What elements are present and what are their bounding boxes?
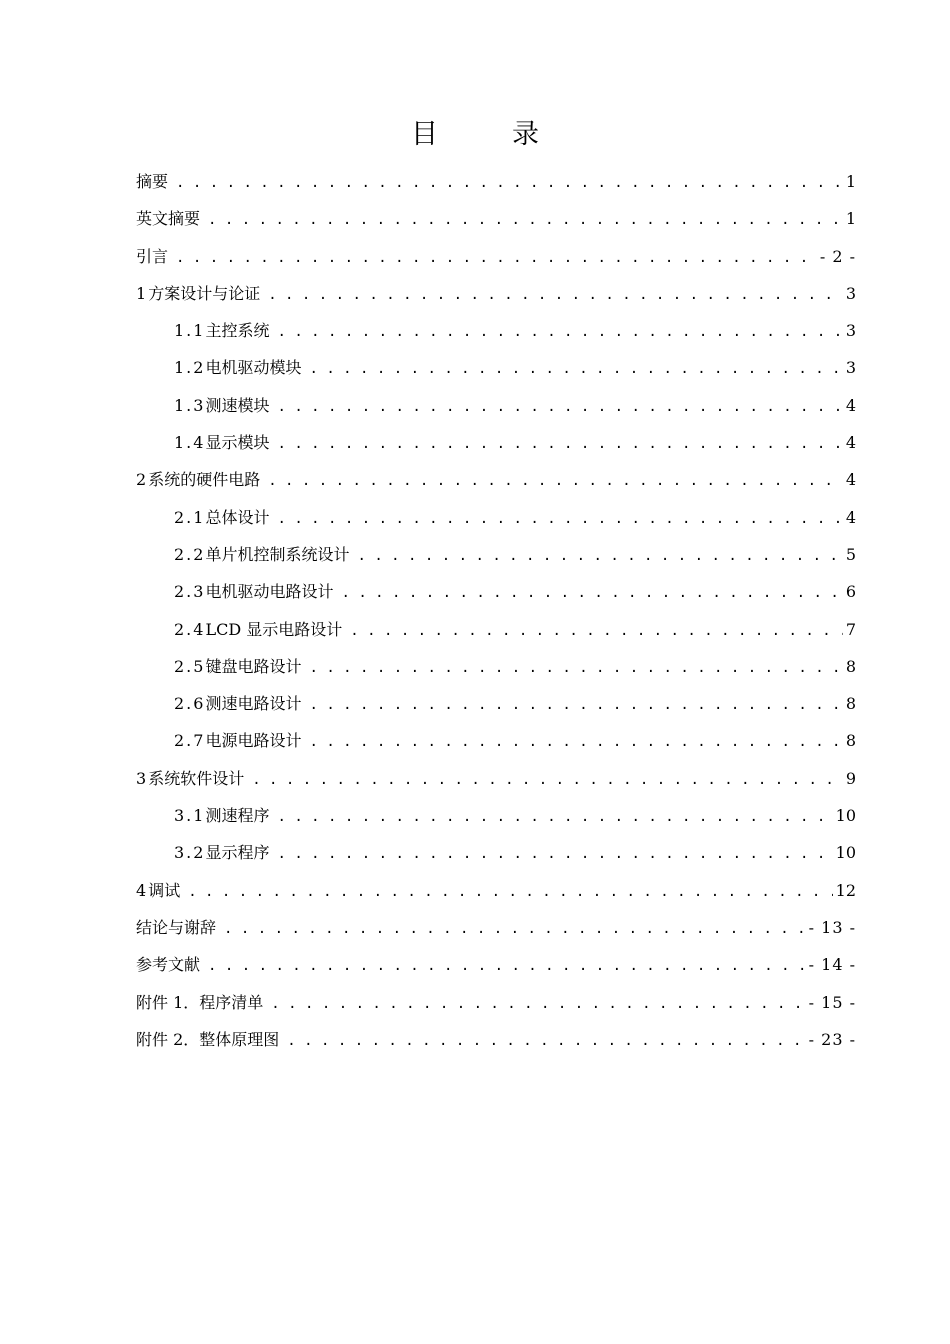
toc-entry-label: 电机驱动电路设计 [205,582,334,602]
toc-entry-label: 调试 [148,880,181,900]
toc-dot-leader [309,687,842,724]
toc-entry-page-number: 9 [845,768,856,788]
toc-entry-label: LCD 显示电路设计 [205,619,343,639]
toc-entry-number: 3 [136,768,149,788]
toc-entry-number: 4 [136,880,149,900]
toc-dot-leader [277,836,832,873]
toc-entry[interactable] [136,611,856,648]
toc-entry-number: 1 [136,283,149,303]
toc-dot-leader [277,799,832,836]
toc-entry-label: 电机驱动模块 [205,358,302,378]
toc-entry[interactable] [136,349,856,386]
toc-entry-page-number: 10 [835,806,856,826]
toc-entry-label: 参考文献 [136,955,201,975]
toc-entry-label: 电源电路设计 [205,731,302,751]
toc-dot-leader [224,911,806,948]
toc-entry-page-number: 1 [845,172,856,191]
table-of-contents [136,163,856,1058]
toc-entry-label: 测速模块 [205,395,270,415]
toc-entry-label: 附件 1．程序清单 [136,992,264,1012]
toc-entry-page-number: 3 [845,358,856,378]
toc-entry[interactable] [136,461,856,498]
toc-entry-page-number: 5 [845,544,856,564]
toc-entry[interactable] [136,648,856,685]
toc-entry-label: 系统的硬件电路 [148,470,261,490]
toc-entry-number: 1.4 [174,433,206,453]
toc-entry[interactable] [136,834,856,871]
toc-dot-leader [176,240,817,277]
toc-dot-leader [309,650,842,687]
toc-dot-leader [208,202,843,239]
toc-entry-label: 显示模块 [205,433,270,453]
toc-entry-label: 显示程序 [205,843,270,863]
toc-dot-leader [268,277,843,314]
toc-entry-number: 2.3 [174,582,206,602]
toc-entry-number: 2.6 [174,694,206,714]
toc-entry-label: 主控系统 [205,321,270,341]
toc-title-char-1: 目 [411,119,438,150]
toc-entry-page-number: 6 [845,582,856,602]
toc-entry-page-number: 4 [845,507,856,527]
toc-entry-label: 附件 2．整体原理图 [136,1029,280,1049]
toc-entry[interactable] [136,536,856,573]
toc-entry[interactable] [136,685,856,722]
toc-entry-page-number: 3 [845,283,856,303]
toc-entry-label: 结论与谢辞 [136,917,217,937]
toc-entry[interactable] [136,984,856,1021]
toc-dot-leader [357,538,842,575]
toc-dot-leader [271,986,805,1023]
toc-entry-page-number: 4 [845,470,856,490]
toc-entry-page-number: 4 [845,433,856,453]
toc-entry[interactable] [136,909,856,946]
toc-entry-label: 测速程序 [205,806,270,826]
toc-entry-page-number: - 2 - [819,246,856,266]
toc-entry-number: 1.1 [174,321,206,341]
toc-entry[interactable] [136,797,856,834]
toc-entry-page-number: 4 [845,395,856,415]
toc-entry[interactable] [136,760,856,797]
toc-entry[interactable] [136,499,856,536]
toc-entry-label: 总体设计 [205,507,270,527]
toc-dot-leader [277,501,842,538]
toc-entry-label: 方案设计与论证 [148,283,261,303]
toc-dot-leader [252,762,843,799]
toc-dot-leader [309,724,842,761]
toc-entry[interactable] [136,1021,856,1058]
toc-dot-leader [309,351,842,388]
toc-entry-label: 摘要 [136,172,169,191]
toc-entry-page-number: - 15 - [808,992,856,1012]
toc-dot-leader [188,874,832,911]
toc-entry-number: 3.2 [174,843,206,863]
toc-dot-leader [277,426,842,463]
toc-entry-page-number: 1 [845,209,856,229]
toc-entry-page-number: 7 [845,619,856,639]
toc-entry[interactable] [136,312,856,349]
toc-entry-page-number: 3 [845,321,856,341]
toc-title-char-2: 录 [512,119,539,150]
toc-entry-page-number: 8 [845,694,856,714]
toc-entry-page-number: 12 [835,880,856,900]
toc-entry[interactable] [136,573,856,610]
toc-entry-number: 2.5 [174,656,206,676]
toc-entry[interactable] [136,275,856,312]
toc-entry[interactable] [136,872,856,909]
toc-entry-label: 引言 [136,246,169,266]
toc-entry-number: 3.1 [174,806,206,826]
toc-dot-leader [350,613,843,650]
toc-entry-number: 2.7 [174,731,206,751]
toc-entry-label: 系统软件设计 [148,768,245,788]
toc-entry-page-number: 10 [835,843,856,863]
toc-entry-number: 1.2 [174,358,206,378]
toc-entry-number: 2.2 [174,544,206,564]
toc-entry-number: 2 [136,470,149,490]
toc-dot-leader [268,463,843,500]
toc-dot-leader [341,575,842,612]
toc-entry-page-number: 8 [845,731,856,751]
toc-entry[interactable] [136,722,856,759]
toc-entry-label: 单片机控制系统设计 [205,544,350,564]
toc-entry-number: 2.1 [174,507,206,527]
toc-entry[interactable] [136,238,856,275]
toc-dot-leader [176,165,843,202]
toc-entry-page-number: - 14 - [808,955,856,975]
toc-entry[interactable] [136,424,856,461]
toc-entry-number: 1.3 [174,395,206,415]
toc-entry[interactable] [136,387,856,424]
toc-entry[interactable] [136,946,856,983]
toc-entry[interactable] [136,200,856,237]
toc-entry-page-number: - 23 - [808,1029,856,1049]
toc-entry-page-number: - 13 - [808,917,856,937]
toc-entry-label: 键盘电路设计 [205,656,302,676]
toc-dot-leader [277,314,842,351]
toc-entry-page-number: 8 [845,656,856,676]
toc-entry[interactable] [136,163,856,200]
toc-dot-leader [208,948,806,985]
toc-dot-leader [277,389,842,426]
toc-entry-number: 2.4 [174,619,206,639]
toc-dot-leader [287,1023,805,1060]
toc-entry-label: 测速电路设计 [205,694,302,714]
toc-entry-label: 英文摘要 [136,209,201,229]
toc-title [0,112,950,151]
